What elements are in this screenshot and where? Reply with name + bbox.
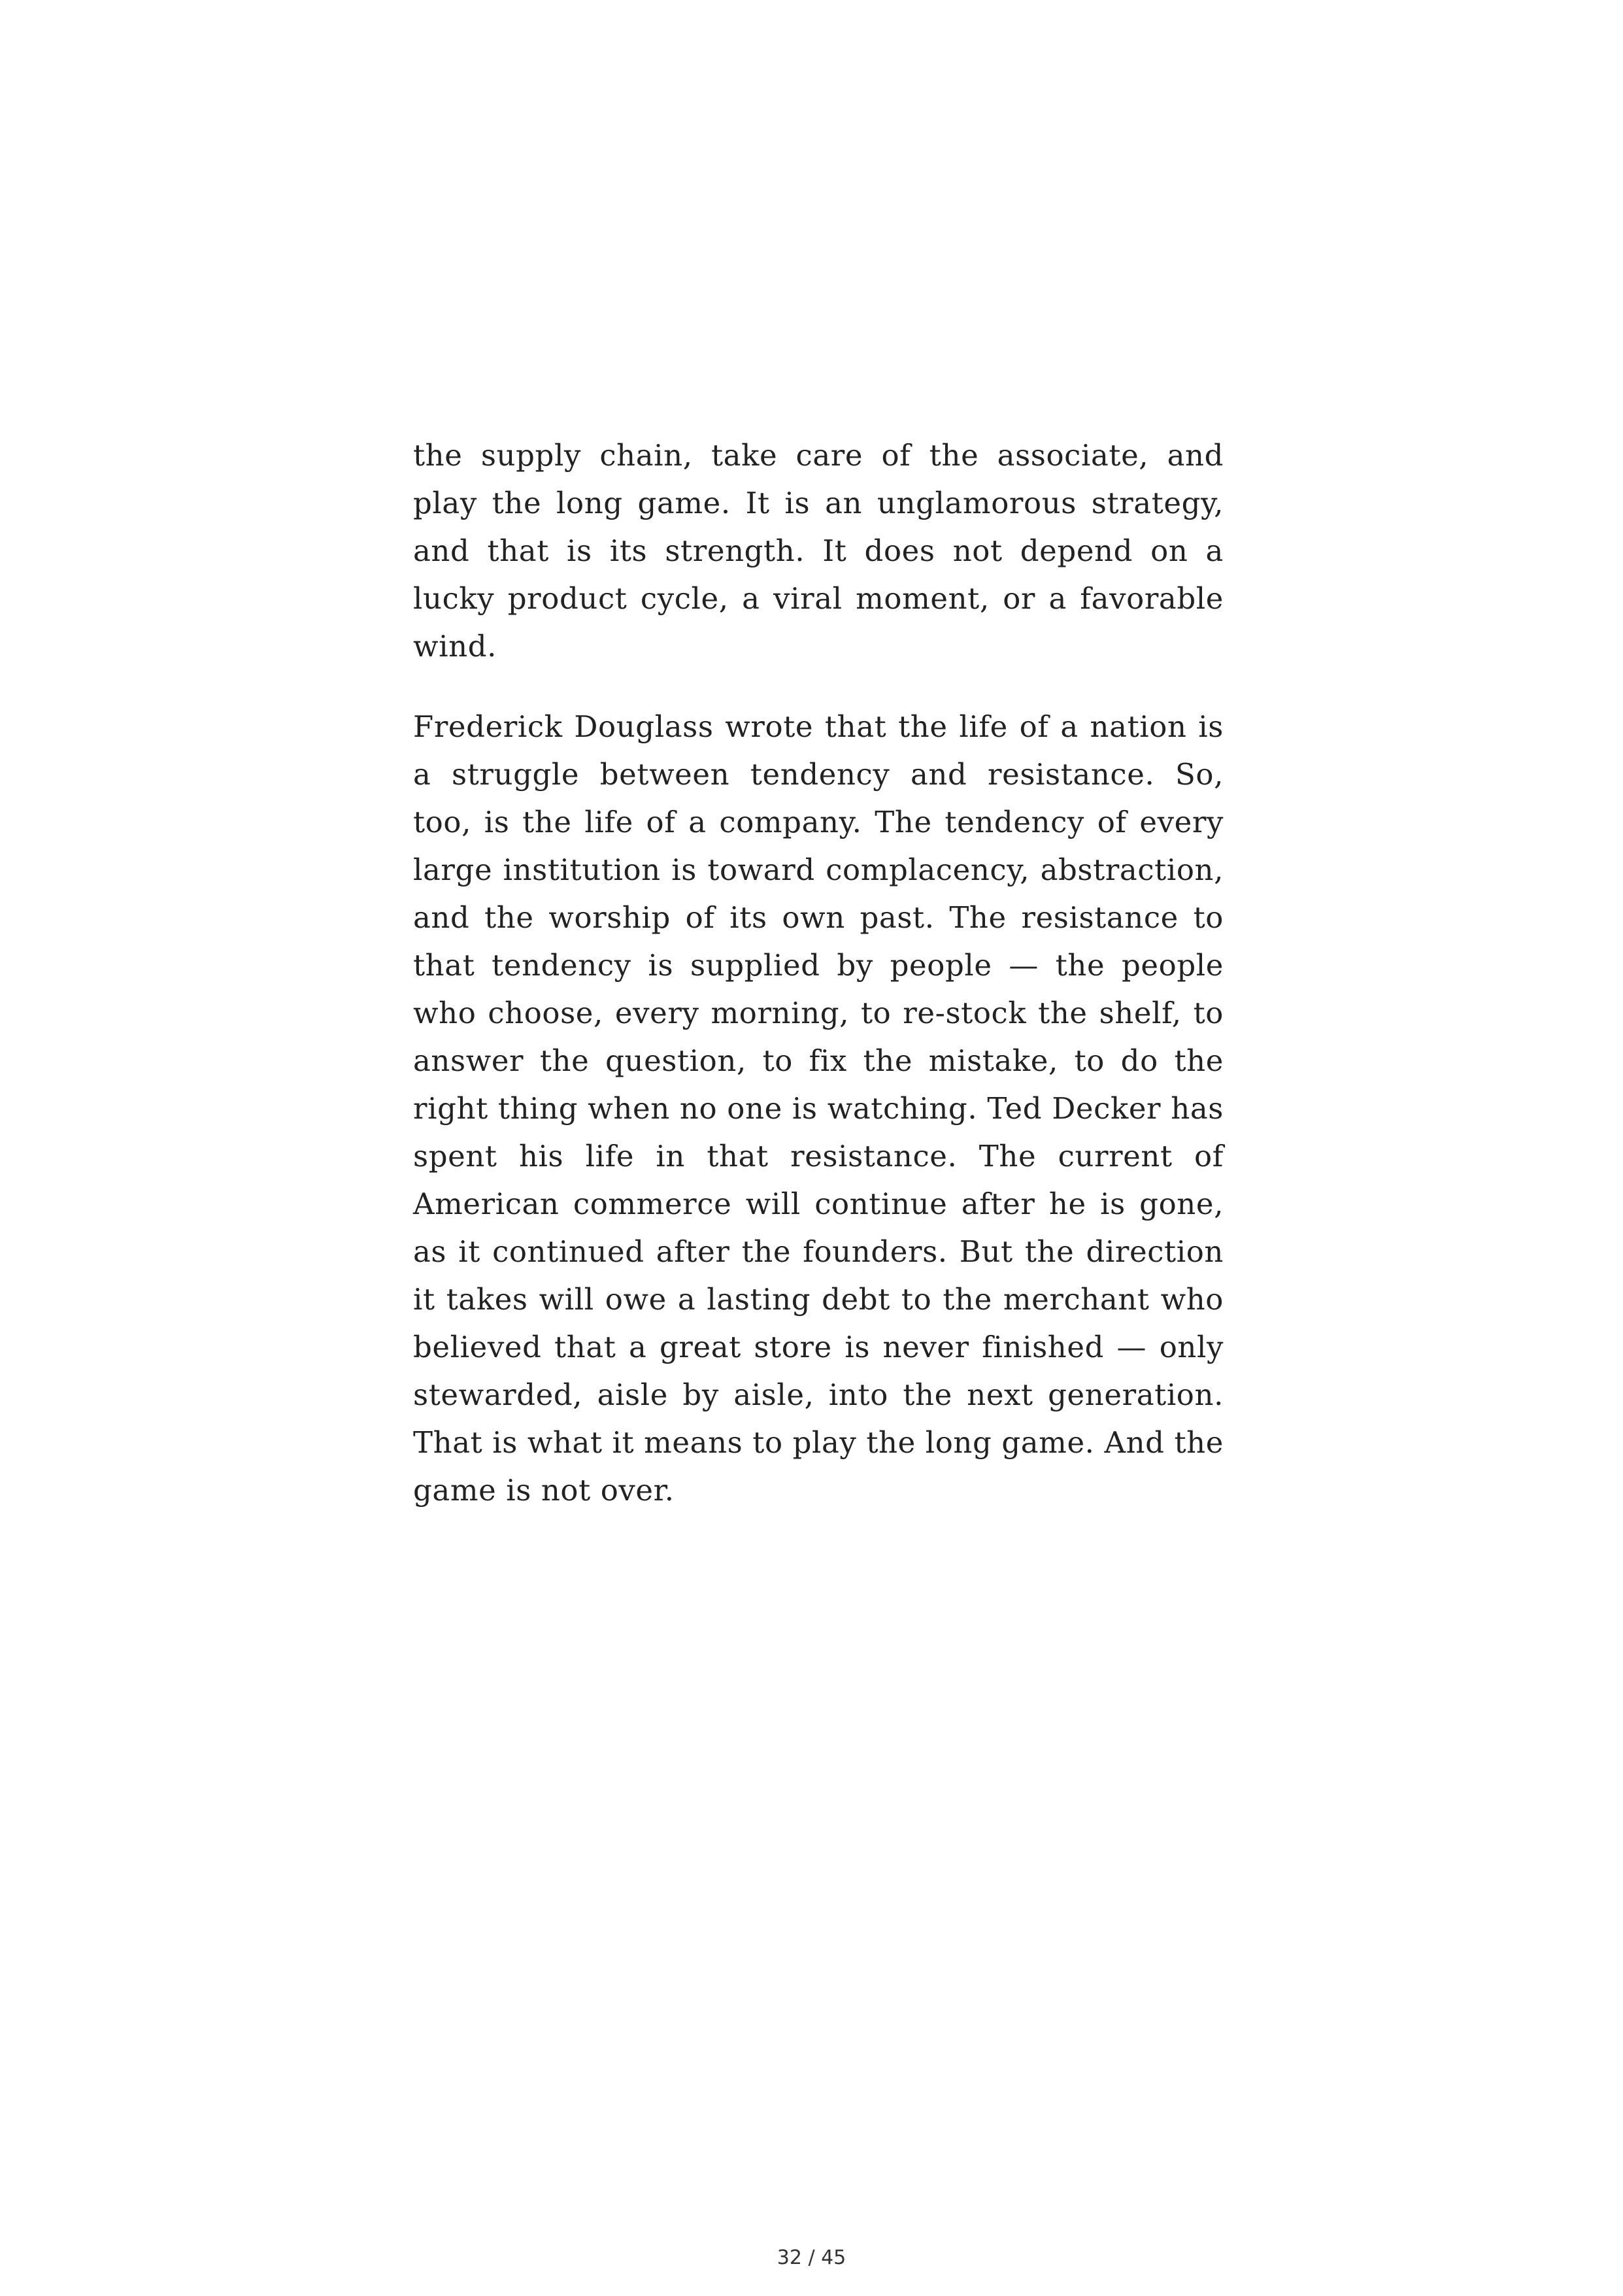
paragraph: Frederick Douglass wrote that the life of a nation is a struggle between tendency and resistance. So, too, is the life of a company. The tendency of every large institution is toward complacency, abstraction, and the worship of its own past. The resistance to that tendency is supplied by people — the people who choose, every morning, to re-stock the shelf, to answer the question, to fix the mistake, to do the right thing when no one is watching. Ted Decker has spent his life in that resistance. The current of American commerce will continue after he is gone, as it continued after the founders. But the direction it takes will owe a lasting debt to the merchant who believed that a great store is never finished — only stewarded, aisle by aisle, into the next generation. That is what it means to play the long game. And the game is not over. (413, 709, 1224, 1508)
page-number: 32 / 45 (777, 2246, 846, 2269)
body-text (413, 431, 1224, 1547)
paragraph: the supply chain, take care of the associate, and play the long game. It is an unglamorous strategy, and that is its strength. It does not depend on a lucky product cycle, a viral moment, or a favorable wind. (413, 438, 1224, 664)
